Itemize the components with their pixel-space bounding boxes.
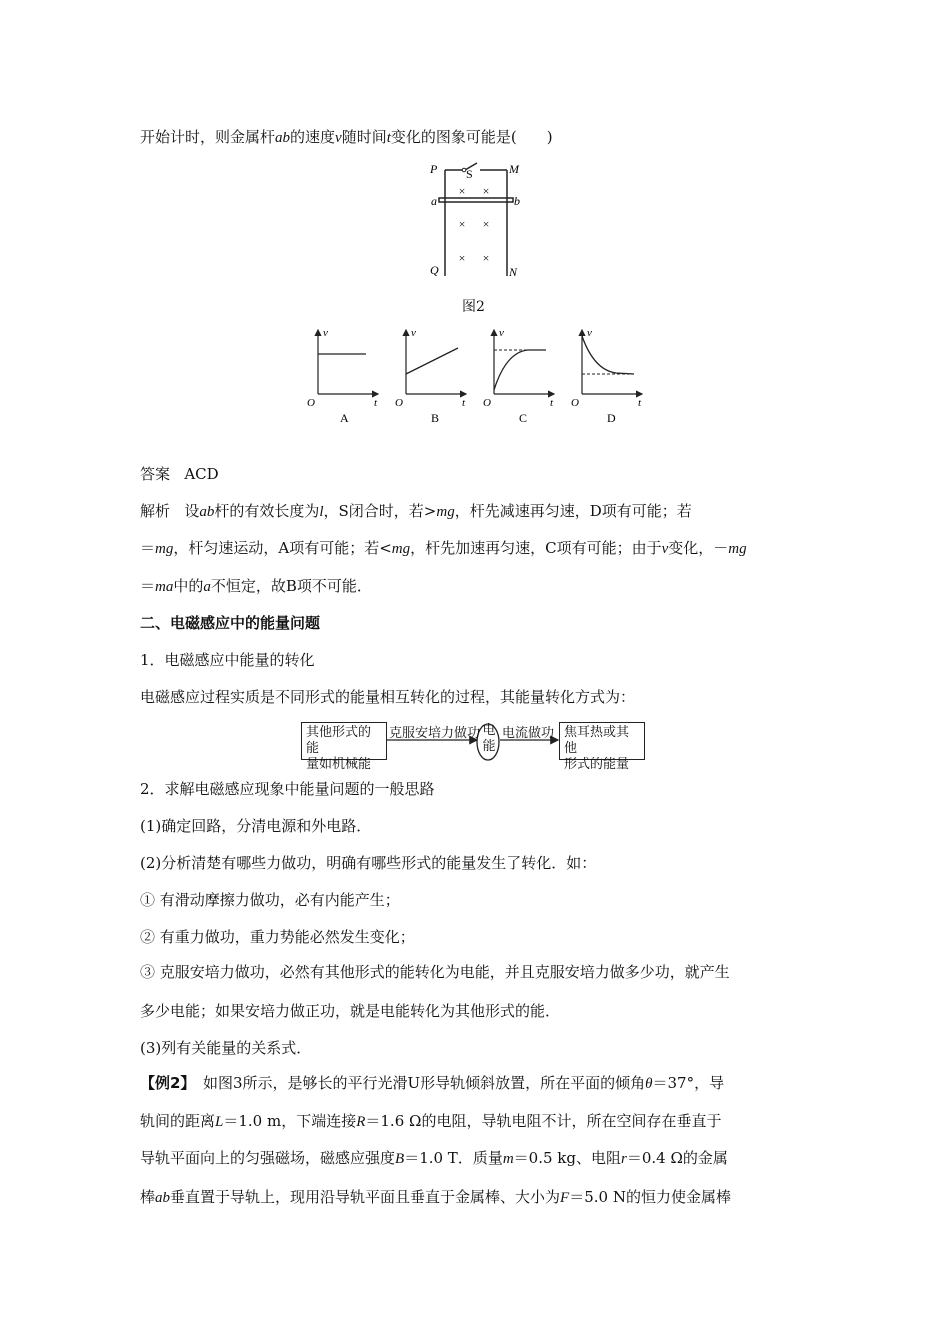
analysis-line-1 — [140, 501, 692, 522]
analysis-line-3 — [140, 576, 372, 597]
field-cross: × — [458, 251, 466, 265]
arrow-2-label: 电流做功 — [502, 726, 555, 741]
flow-box-source — [301, 722, 387, 772]
symbol: mg — [436, 504, 455, 520]
answer-label: 答案 — [140, 465, 171, 483]
text: 设 — [184, 502, 200, 520]
text: 棒 — [140, 1188, 156, 1206]
axis-t-label: t — [550, 397, 554, 409]
text: ，杆匀速运动，A项有可能；若< — [173, 539, 392, 557]
text: ＝1.0 m，下端连接 — [223, 1112, 357, 1130]
origin-label: O — [307, 397, 315, 409]
text: 变化，－ — [668, 539, 729, 557]
symbol: L — [215, 1114, 224, 1130]
flow-box-line: 形式的能量 — [564, 757, 630, 772]
case-3-line-2: 多少电能；如果安培力做正功，就是电能转化为其他形式的能． — [140, 1002, 561, 1020]
text: 杆的有效长度为 — [214, 502, 320, 520]
field-cross: × — [482, 217, 490, 231]
field-cross: × — [458, 217, 466, 231]
label-b: b — [514, 194, 520, 208]
graph-a — [307, 327, 378, 425]
text: ＝5.0 N的恒力使金属棒 — [569, 1188, 731, 1206]
symbol: m — [502, 1151, 514, 1167]
symbol: mg — [391, 541, 411, 557]
option-label: A — [340, 411, 349, 425]
symbol: ma — [155, 579, 174, 595]
origin-label: O — [395, 397, 403, 409]
symbol: mg — [728, 541, 747, 557]
example-line-4 — [140, 1187, 731, 1208]
option-label: B — [431, 411, 440, 425]
point-1: (1)确定回路，分清电源和外电路． — [140, 817, 372, 835]
analysis-line-2 — [140, 538, 747, 559]
text: ＝ — [140, 577, 156, 595]
graph-b — [395, 327, 466, 425]
subheading-2: 2．求解电磁感应现象中能量问题的一般思路 — [140, 780, 435, 798]
graph-c — [483, 327, 554, 425]
text: ，杆先减速再匀速，D项有可能；若 — [454, 502, 692, 520]
symbol: ab — [155, 1190, 171, 1206]
symbol: r — [621, 1151, 627, 1167]
example-line-3 — [140, 1148, 728, 1169]
label-Q: Q — [430, 263, 439, 277]
axis-v-label: v — [323, 327, 328, 339]
question-line — [140, 127, 553, 148]
field-cross: × — [482, 184, 490, 198]
answer-line — [140, 464, 219, 484]
text: 轨间的距离 — [140, 1112, 216, 1130]
symbol: ab — [199, 504, 215, 520]
intro-paragraph: 电磁感应过程实质是不同形式的能量相互转化的过程，其能量转化方式为： — [140, 688, 636, 706]
flow-box-target — [559, 722, 645, 772]
symbol-v: v — [335, 130, 342, 146]
field-cross: × — [482, 251, 490, 265]
curve — [406, 348, 458, 374]
section-title: 二、电磁感应中的能量问题 — [140, 614, 321, 632]
label-M: M — [509, 162, 519, 176]
field-cross: × — [458, 184, 466, 198]
curve — [582, 336, 634, 374]
symbol: F — [560, 1190, 570, 1206]
flow-box-line: 其他形式的能 — [306, 725, 372, 756]
axis-t-label: t — [638, 397, 642, 409]
origin-label: O — [483, 397, 491, 409]
label-a: a — [431, 194, 437, 208]
symbol: R — [356, 1114, 366, 1130]
option-label: D — [607, 411, 616, 425]
symbol-t: t — [386, 130, 391, 146]
text: 导轨平面向上的匀强磁场，磁感应强度 — [140, 1149, 396, 1167]
rod-ab — [439, 198, 513, 202]
symbol: mg — [155, 541, 174, 557]
vt-graphs — [300, 322, 660, 432]
text: ＝37°，导 — [652, 1074, 725, 1092]
flow-box-line: 量如机械能 — [306, 757, 372, 772]
example-line-1 — [140, 1073, 724, 1094]
text: ＝0.5 kg、电阻 — [513, 1149, 621, 1167]
text: 开始计时，则金属杆 — [140, 128, 276, 146]
text: 随时间 — [341, 128, 387, 146]
text: ＝1.6 Ω的电阻，导轨电阻不计，所在空间存在垂直于 — [365, 1112, 722, 1130]
subheading-1: 1．电磁感应中能量的转化 — [140, 651, 315, 669]
case-2: ② 有重力做功，重力势能必然发生变化； — [140, 928, 415, 946]
axis-t-label: t — [374, 397, 378, 409]
symbol-ab: ab — [275, 130, 291, 146]
label-S: S — [466, 167, 473, 181]
case-3-line-1: ③ 克服安培力做功，必然有其他形式的能转化为电能，并且克服安培力做多少功，就产生 — [140, 963, 730, 981]
label-N: N — [509, 265, 518, 279]
origin-label: O — [571, 397, 579, 409]
point-2: (2)分析清楚有哪些力做功，明确有哪些形式的能量发生了转化．如： — [140, 854, 597, 872]
graph-d — [571, 327, 642, 425]
axis-v-label: v — [499, 327, 504, 339]
text: ＝1.0 T．质量 — [404, 1149, 503, 1167]
answer-value: ACD — [184, 465, 219, 483]
text: 的速度 — [290, 128, 336, 146]
text: ，杆先加速再匀速，C项有可能；由于 — [410, 539, 662, 557]
text: 中的 — [173, 577, 204, 595]
text: ，S闭合时，若> — [323, 502, 437, 520]
text: 不恒定，故B项不可能． — [210, 577, 372, 595]
symbol: l — [319, 504, 324, 520]
text: 垂直置于导轨上，现用沿导轨平面且垂直于金属棒、大小为 — [170, 1188, 561, 1206]
text: 变化的图象可能是( ) — [390, 128, 553, 146]
figure2-caption: 图2 — [462, 299, 485, 315]
analysis-label: 解析 — [140, 502, 171, 520]
circle-line: 能 — [482, 739, 496, 754]
flow-box-line: 焦耳热或其他 — [564, 725, 630, 756]
option-label: C — [519, 411, 528, 425]
example-line-2 — [140, 1111, 721, 1132]
axis-v-label: v — [587, 327, 592, 339]
axis-t-label: t — [462, 397, 466, 409]
example-tag: 【例2】 — [140, 1074, 188, 1092]
text: ＝0.4 Ω的金属 — [626, 1149, 728, 1167]
text: 如图3所示，是够长的平行光滑U形导轨倾斜放置，所在平面的倾角 — [187, 1074, 646, 1092]
symbol: θ — [645, 1076, 653, 1092]
symbol: v — [661, 541, 669, 557]
circle-line: 电 — [482, 723, 496, 738]
text: ＝ — [140, 539, 156, 557]
figure2-diagram — [420, 158, 530, 283]
axis-v-label: v — [411, 327, 416, 339]
case-1: ① 有滑动摩擦力做功，必有内能产生； — [140, 891, 400, 909]
symbol: a — [203, 579, 211, 595]
circle-label — [482, 723, 496, 755]
point-3: (3)列有关能量的关系式． — [140, 1039, 312, 1057]
arrow-1-label: 克服安培力做功 — [389, 726, 481, 741]
symbol: B — [395, 1151, 405, 1167]
curve — [494, 350, 546, 390]
label-P: P — [430, 162, 438, 176]
